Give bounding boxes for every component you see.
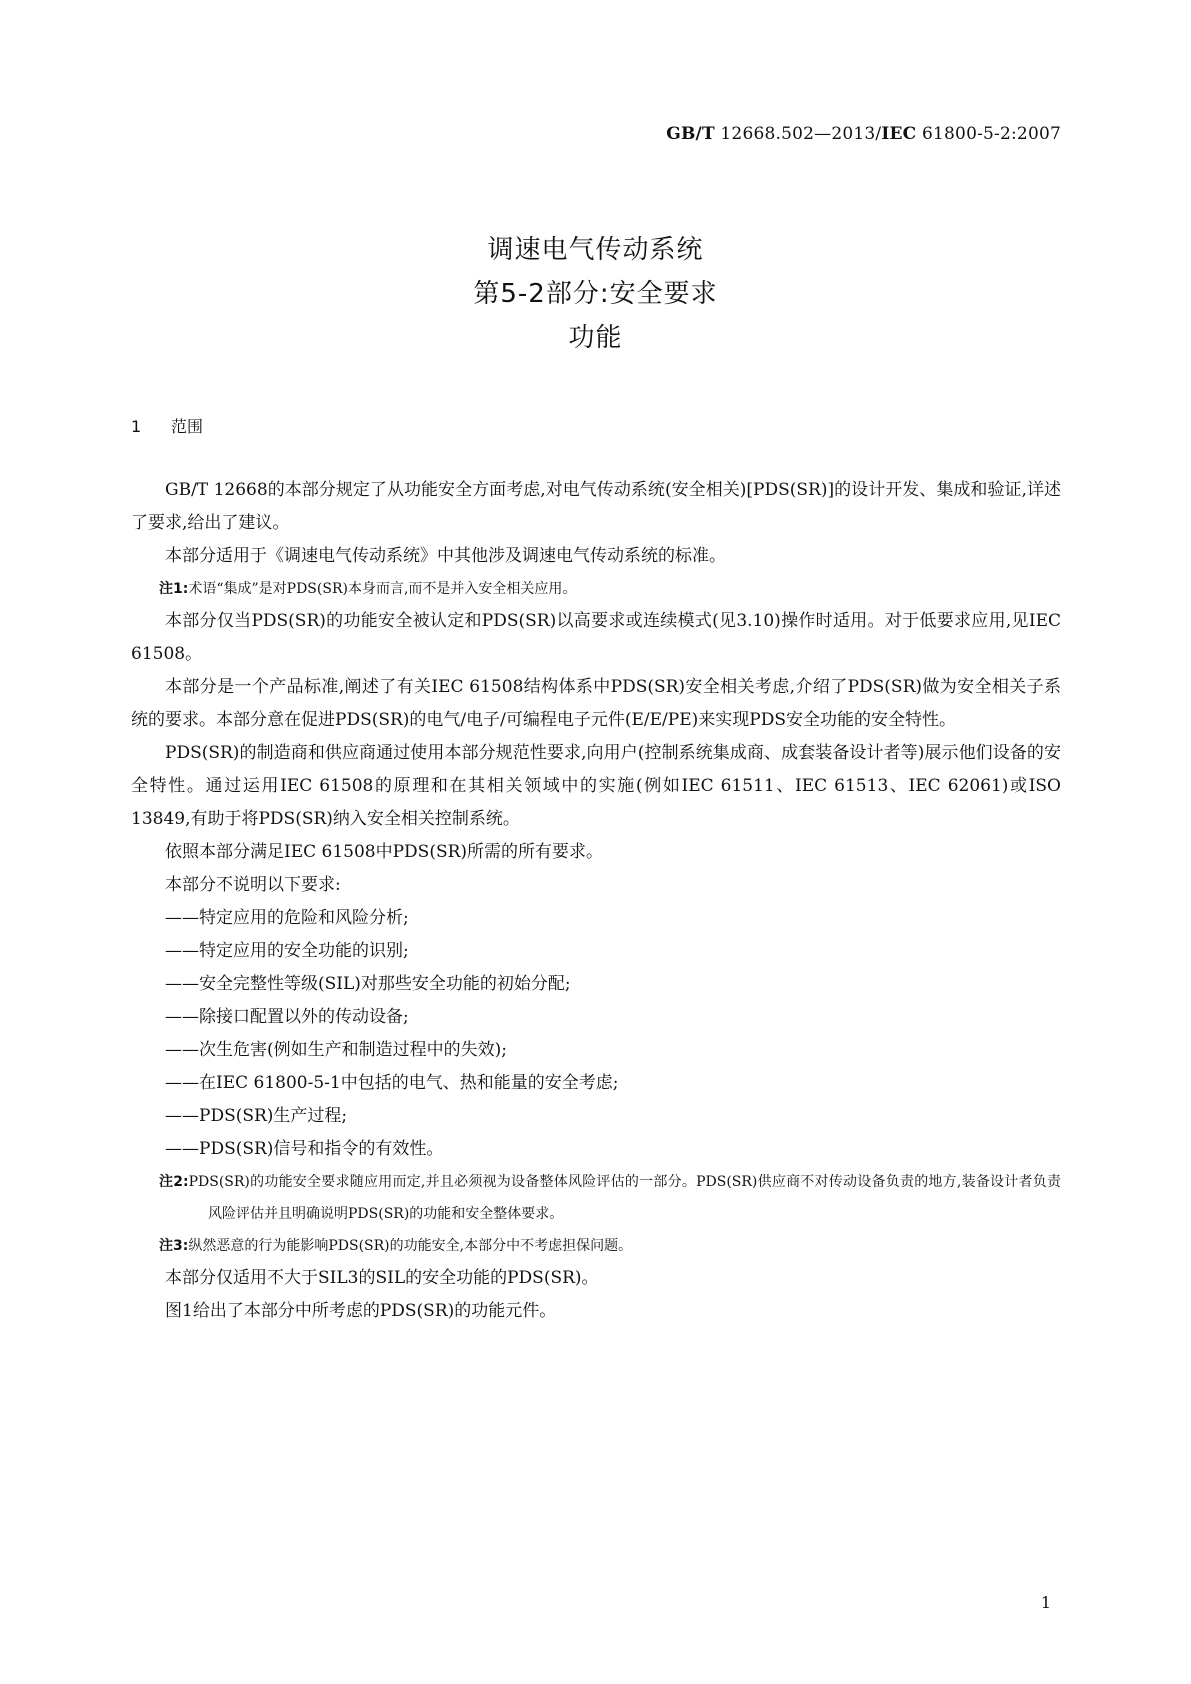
paragraph-product-standard: 本部分是一个产品标准,阐述了有关IEC 61508结构体系中PDS(SR)安全相关考虑,介绍了PDS(SR)做为安全相关子系统的要求。本部分意在促进PDS(SR)的电气/电子/可编程电子元件(E/E/PE)来实现PDS安全功能的安全特性。 [131, 677, 1061, 730]
page-number: 1 [1040, 1593, 1051, 1612]
document-title [0, 228, 1191, 360]
document-body [131, 474, 1061, 1328]
note-2-text: PDS(SR)的功能安全要求随应用而定,并且必须视为设备整体风险评估的一部分。PDS(SR)供应商不对传动设备负责的地方,装备设计者负责风险评估并且明确说明PDS(SR)的功能和安全整体要求。 [188, 1174, 1061, 1222]
list-item: ——PDS(SR)生产过程; [165, 1106, 348, 1126]
iec-prefix: IEC [881, 124, 917, 144]
note-2 [131, 1166, 1061, 1230]
standard-number: 12668.502—2013/ [720, 124, 882, 144]
list-item: ——特定应用的安全功能的识别; [165, 941, 409, 961]
section-heading [131, 414, 203, 437]
standard-prefix: GB/T [666, 124, 715, 144]
list-item: ——PDS(SR)信号和指令的有效性。 [165, 1139, 444, 1159]
title-line-3: 功能 [568, 323, 623, 353]
paragraph-figure-reference: 图1给出了本部分中所考虑的PDS(SR)的功能元件。 [165, 1301, 557, 1321]
iec-number: 61800-5-2:2007 [922, 124, 1061, 144]
list-item: ——特定应用的危险和风险分析; [165, 908, 409, 928]
list-item: ——在IEC 61800-5-1中包括的电气、热和能量的安全考虑; [165, 1073, 619, 1093]
note-1-label: 注1: [159, 581, 189, 597]
note-1-text: 术语“集成”是对PDS(SR)本身而言,而不是并入安全相关应用。 [188, 581, 577, 597]
note-2-label: 注2: [159, 1174, 189, 1190]
paragraph-manufacturers: PDS(SR)的制造商和供应商通过使用本部分规范性要求,向用户(控制系统集成商、成套装备设计者等)展示他们设备的安全特性。通过运用IEC 61508的原理和在其相关领域中的实施(例如IEC 61511、IEC 61513、IEC 62061)或ISO 13849,有助于将PDS(SR)纳入安全相关控制系统。 [131, 743, 1061, 829]
paragraph-scope-definition: GB/T 12668的本部分规定了从功能安全方面考虑,对电气传动系统(安全相关)[PDS(SR)]的设计开发、集成和验证,详述了要求,给出了建议。 [131, 480, 1061, 533]
note-3-label: 注3: [159, 1238, 189, 1254]
standard-number-header [666, 124, 1061, 144]
note-3 [131, 1230, 1061, 1262]
paragraph-requirements-met: 依照本部分满足IEC 61508中PDS(SR)所需的所有要求。 [165, 842, 604, 862]
section-number: 1 [131, 417, 142, 436]
exclusions-list [131, 902, 1061, 1166]
list-item: ——安全完整性等级(SIL)对那些安全功能的初始分配; [165, 974, 571, 994]
list-item: ——除接口配置以外的传动设备; [165, 1007, 409, 1027]
paragraph-exclusions-intro: 本部分不说明以下要求: [165, 875, 341, 895]
title-line-2: 第5-2部分:安全要求 [473, 279, 718, 309]
list-item: ——次生危害(例如生产和制造过程中的失效); [165, 1040, 507, 1060]
note-1 [131, 573, 1061, 605]
section-title: 范围 [171, 417, 204, 436]
note-3-text: 纵然恶意的行为能影响PDS(SR)的功能安全,本部分中不考虑担保问题。 [188, 1238, 633, 1254]
paragraph-demand-mode: 本部分仅当PDS(SR)的功能安全被认定和PDS(SR)以高要求或连续模式(见3.10)操作时适用。对于低要求应用,见IEC 61508。 [131, 611, 1061, 664]
paragraph-sil-limit: 本部分仅适用不大于SIL3的SIL的安全功能的PDS(SR)。 [165, 1268, 599, 1288]
title-line-1: 调速电气传动系统 [487, 235, 704, 265]
paragraph-applicability: 本部分适用于《调速电气传动系统》中其他涉及调速电气传动系统的标准。 [165, 546, 726, 566]
